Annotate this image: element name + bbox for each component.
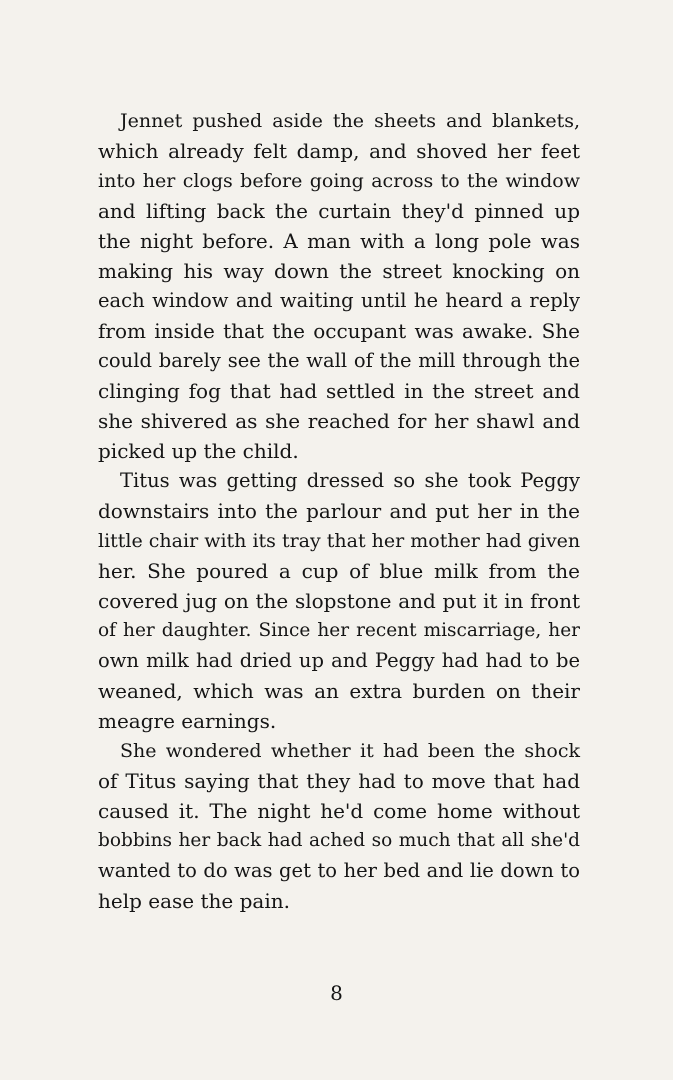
text-line: could barely see the wall of the mill through the: [98, 349, 580, 372]
text-line: picked up the child.: [98, 439, 299, 463]
text-line: her. She poured a cup of blue milk from the: [98, 559, 580, 583]
text-line: bobbins her back had ached so much that all she'd: [98, 830, 580, 851]
text-line: clinging fog that had settled in the street and: [98, 379, 580, 403]
text-line: Titus was getting dressed so she took Peggy: [120, 469, 580, 492]
text-line: meagre earnings.: [98, 709, 277, 733]
text-line: Jennet pushed aside the sheets and blankets,: [120, 110, 580, 132]
text-line: little chair with its tray that her mother had given: [98, 530, 581, 552]
text-line: of her daughter. Since her recent miscarriage, her: [98, 620, 580, 641]
text-line: caused it. The night he'd come home without: [98, 799, 580, 823]
text-line: each window and waiting until he heard a reply: [98, 289, 580, 312]
text-line: the night before. A man with a long pole was: [98, 229, 580, 253]
text-line: from inside that the occupant was awake. She: [98, 319, 580, 343]
text-line: making his way down the street knocking on: [98, 259, 580, 283]
text-line: of Titus saying that they had to move that had: [98, 769, 580, 793]
text-line: covered jug on the slopstone and put it in front: [98, 589, 580, 613]
text-line: and lifting back the curtain they'd pinned up: [98, 199, 580, 223]
text-line: which already felt damp, and shoved her feet: [98, 139, 580, 163]
text-line: She wondered whether it had been the shock: [120, 740, 580, 762]
page-number: 8: [330, 981, 343, 1005]
text-line: wanted to do was get to her bed and lie down to: [98, 859, 580, 882]
text-line: weaned, which was an extra burden on their: [98, 679, 580, 703]
body-text: [98, 106, 580, 916]
text-line: she shivered as she reached for her shawl and: [98, 409, 580, 433]
text-line: into her clogs before going across to the window: [98, 170, 580, 192]
text-line: downstairs into the parlour and put her in the: [98, 499, 580, 523]
text-line: own milk had dried up and Peggy had had to be: [98, 649, 580, 672]
text-line: help ease the pain.: [98, 889, 290, 913]
